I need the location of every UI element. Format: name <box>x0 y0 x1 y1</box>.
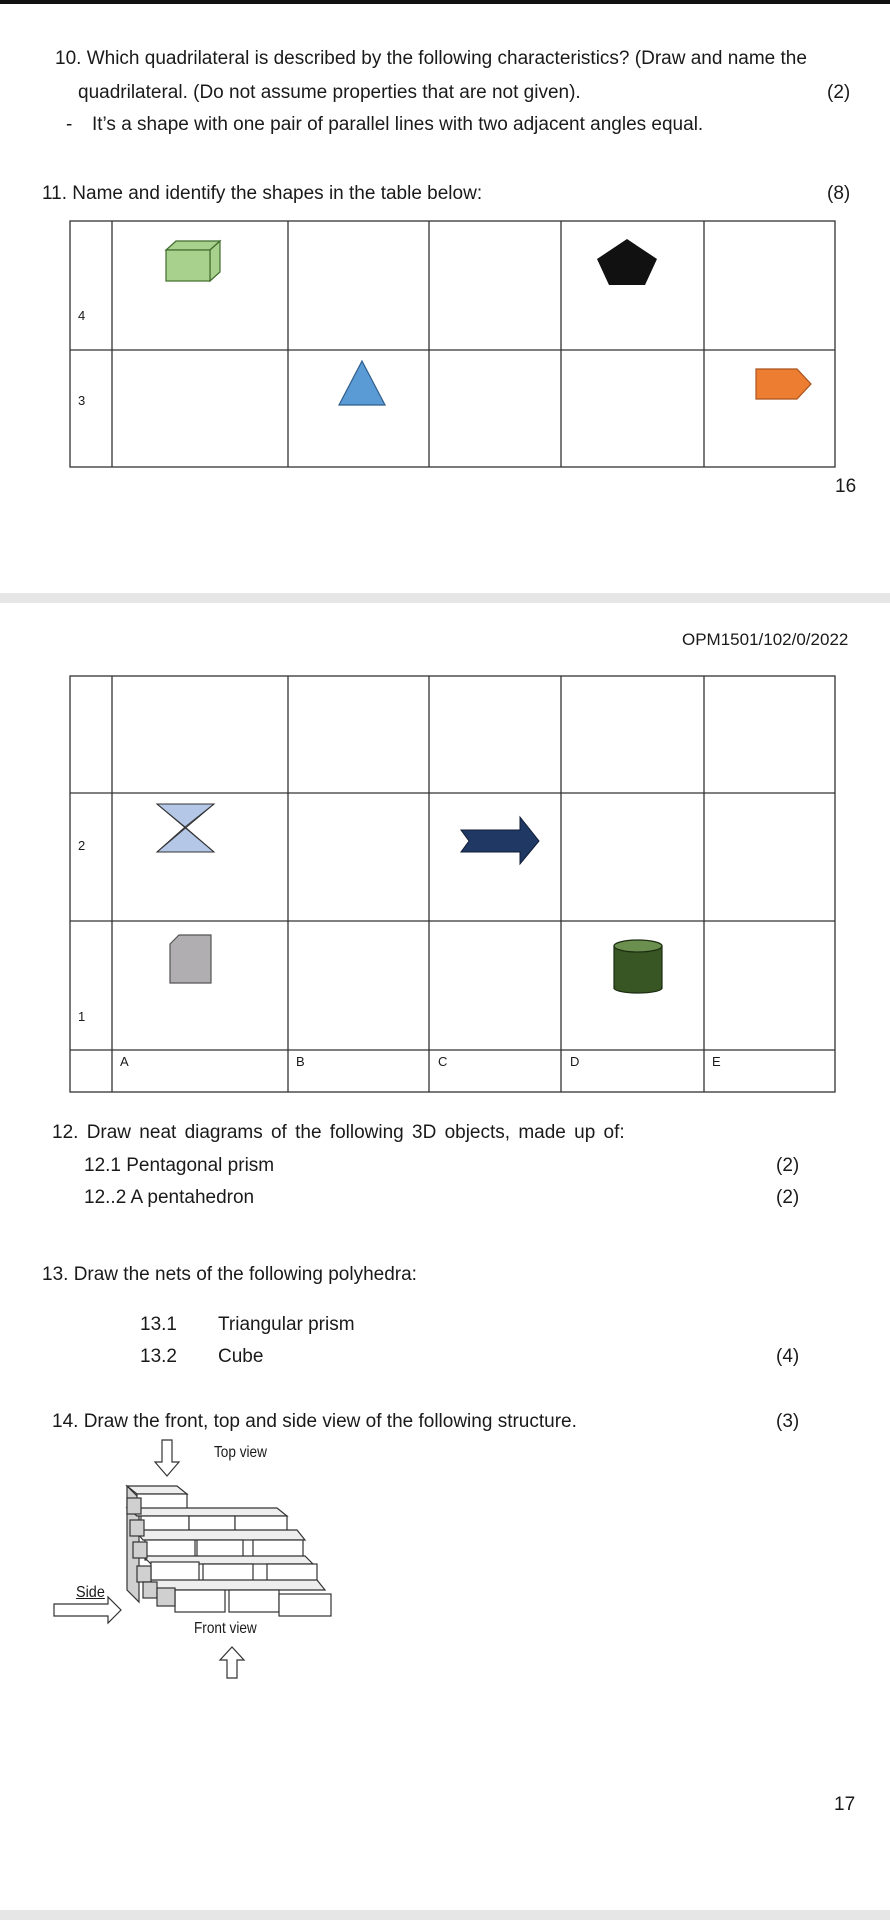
triangle-icon <box>339 361 385 405</box>
page-separator <box>0 593 890 603</box>
q10-bullet-text: It’s a shape with one pair of parallel lines with two adjacent angles equal. <box>92 114 704 135</box>
row-label-4: 4 <box>78 308 86 323</box>
q13-text: 13. Draw the nets of the following polyhedra: <box>42 1264 417 1285</box>
col-label-b: B <box>296 1054 305 1069</box>
q11-marks: (8) <box>827 183 851 204</box>
page-number-16: 16 <box>835 476 857 497</box>
q13-item-1-num: 13.1 <box>140 1314 177 1335</box>
staircase-structure-diagram <box>40 1430 360 1690</box>
snipped-rectangle-icon <box>170 935 211 983</box>
q13-item-2-label: Cube <box>218 1346 264 1367</box>
col-label-e: E <box>712 1054 721 1069</box>
shape-table-top <box>0 0 890 593</box>
q12-item-2: 12..2 A pentahedron <box>84 1187 255 1208</box>
q12-item-2-marks: (2) <box>776 1187 800 1208</box>
bottom-separator <box>0 1910 890 1920</box>
q10-line2: quadrilateral. (Do not assume properties that are not given). <box>78 82 581 103</box>
front-view-label: Front view <box>194 1620 257 1637</box>
q10-marks: (2) <box>827 82 851 103</box>
page-number-17: 17 <box>834 1794 856 1815</box>
q13-marks: (4) <box>776 1346 800 1367</box>
row-label-2: 2 <box>78 838 86 853</box>
q14-marks: (3) <box>776 1411 800 1432</box>
q10-bullet: - <box>66 114 73 135</box>
q14-text: 14. Draw the front, top and side view of the following structure. <box>52 1411 577 1432</box>
up-arrow-icon <box>220 1647 244 1678</box>
hourglass-icon <box>157 804 214 852</box>
q13-item-2-num: 13.2 <box>140 1346 177 1367</box>
course-code: OPM1501/102/0/2022 <box>682 630 849 649</box>
row-label-1: 1 <box>78 1009 86 1024</box>
col-label-d: D <box>570 1054 580 1069</box>
cube-icon <box>166 241 220 281</box>
q12-text: 12. Draw neat diagrams of the following 3D objects, made up of: <box>52 1122 625 1143</box>
side-view-label: Side <box>76 1584 105 1601</box>
q12-item-1-marks: (2) <box>776 1155 800 1176</box>
pentagon-arrow-icon <box>756 369 811 399</box>
col-label-a: A <box>120 1054 129 1069</box>
pentagon-icon <box>597 239 657 285</box>
q11-text: 11. Name and identify the shapes in the table below: <box>42 183 483 204</box>
q12-item-1: 12.1 Pentagonal prism <box>84 1155 275 1176</box>
block-arrow-icon <box>461 817 539 864</box>
q13-item-1-label: Triangular prism <box>218 1314 355 1335</box>
top-view-label: Top view <box>214 1444 267 1461</box>
shape-table-bottom <box>0 603 890 1103</box>
cylinder-icon <box>614 940 662 993</box>
q10-line1: 10. Which quadrilateral is described by the following characteristics? (Draw and name the <box>55 48 807 69</box>
col-label-c: C <box>438 1054 448 1069</box>
down-arrow-icon <box>155 1440 179 1476</box>
row-label-3: 3 <box>78 393 86 408</box>
